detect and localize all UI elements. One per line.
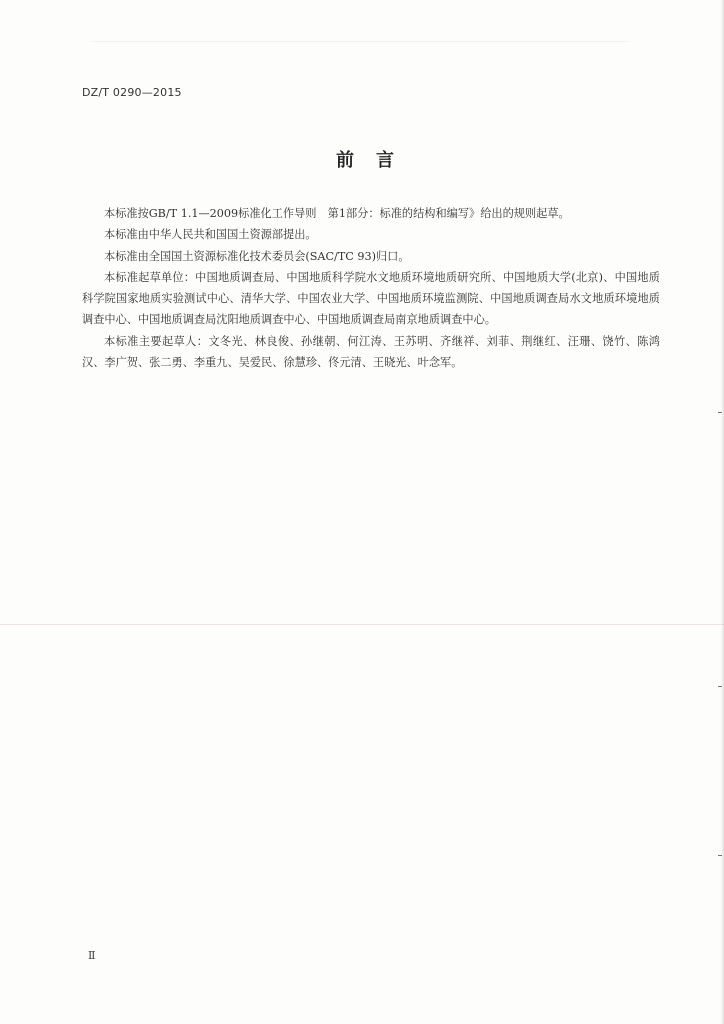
page-number: Ⅱ — [88, 949, 96, 962]
edge-mark — [718, 686, 722, 687]
scan-artifact-line — [90, 41, 630, 42]
page-title: 前言 — [336, 150, 416, 171]
paragraph-committee: 本标准由全国国土资源标准化技术委员会(SAC/TC 93)归口。 — [104, 249, 410, 263]
scan-artifact-line — [0, 624, 724, 625]
paragraph-drafters: 本标准主要起草人：文冬光、林良俊、孙继朝、何江涛、王苏明、齐继祥、刘菲、荆继红、汪珊、饶竹、陈鸿汉、李广贺、张二勇、李重九、吴爱民、徐慧珍、佟元清、王晓光、叶念军。 — [82, 334, 660, 370]
paragraph-drafting-units: 本标准起草单位：中国地质调查局、中国地质科学院水文地质环境地质研究所、中国地质大学(北京)、中国地质科学院国家地质实验测试中心、清华大学、中国农业大学、中国地质环境监测院、中国地质调查局水文地质环境地质调查中心、中国地质调查局沈阳地质调查中心、中国地质调查局南京地质调查中心。 — [82, 270, 660, 327]
foreword-body — [82, 203, 660, 373]
standard-code: DZ/T 0290—2015 — [82, 86, 182, 99]
paragraph-drafting-rules: 本标准按GB/T 1.1—2009标准化工作导则 第1部分：标准的结构和编写》给出的规则起草。 — [104, 207, 570, 220]
edge-mark — [718, 412, 722, 413]
edge-mark — [718, 855, 722, 856]
paragraph-proposer: 本标准由中华人民共和国国土资源部提出。 — [104, 228, 317, 242]
